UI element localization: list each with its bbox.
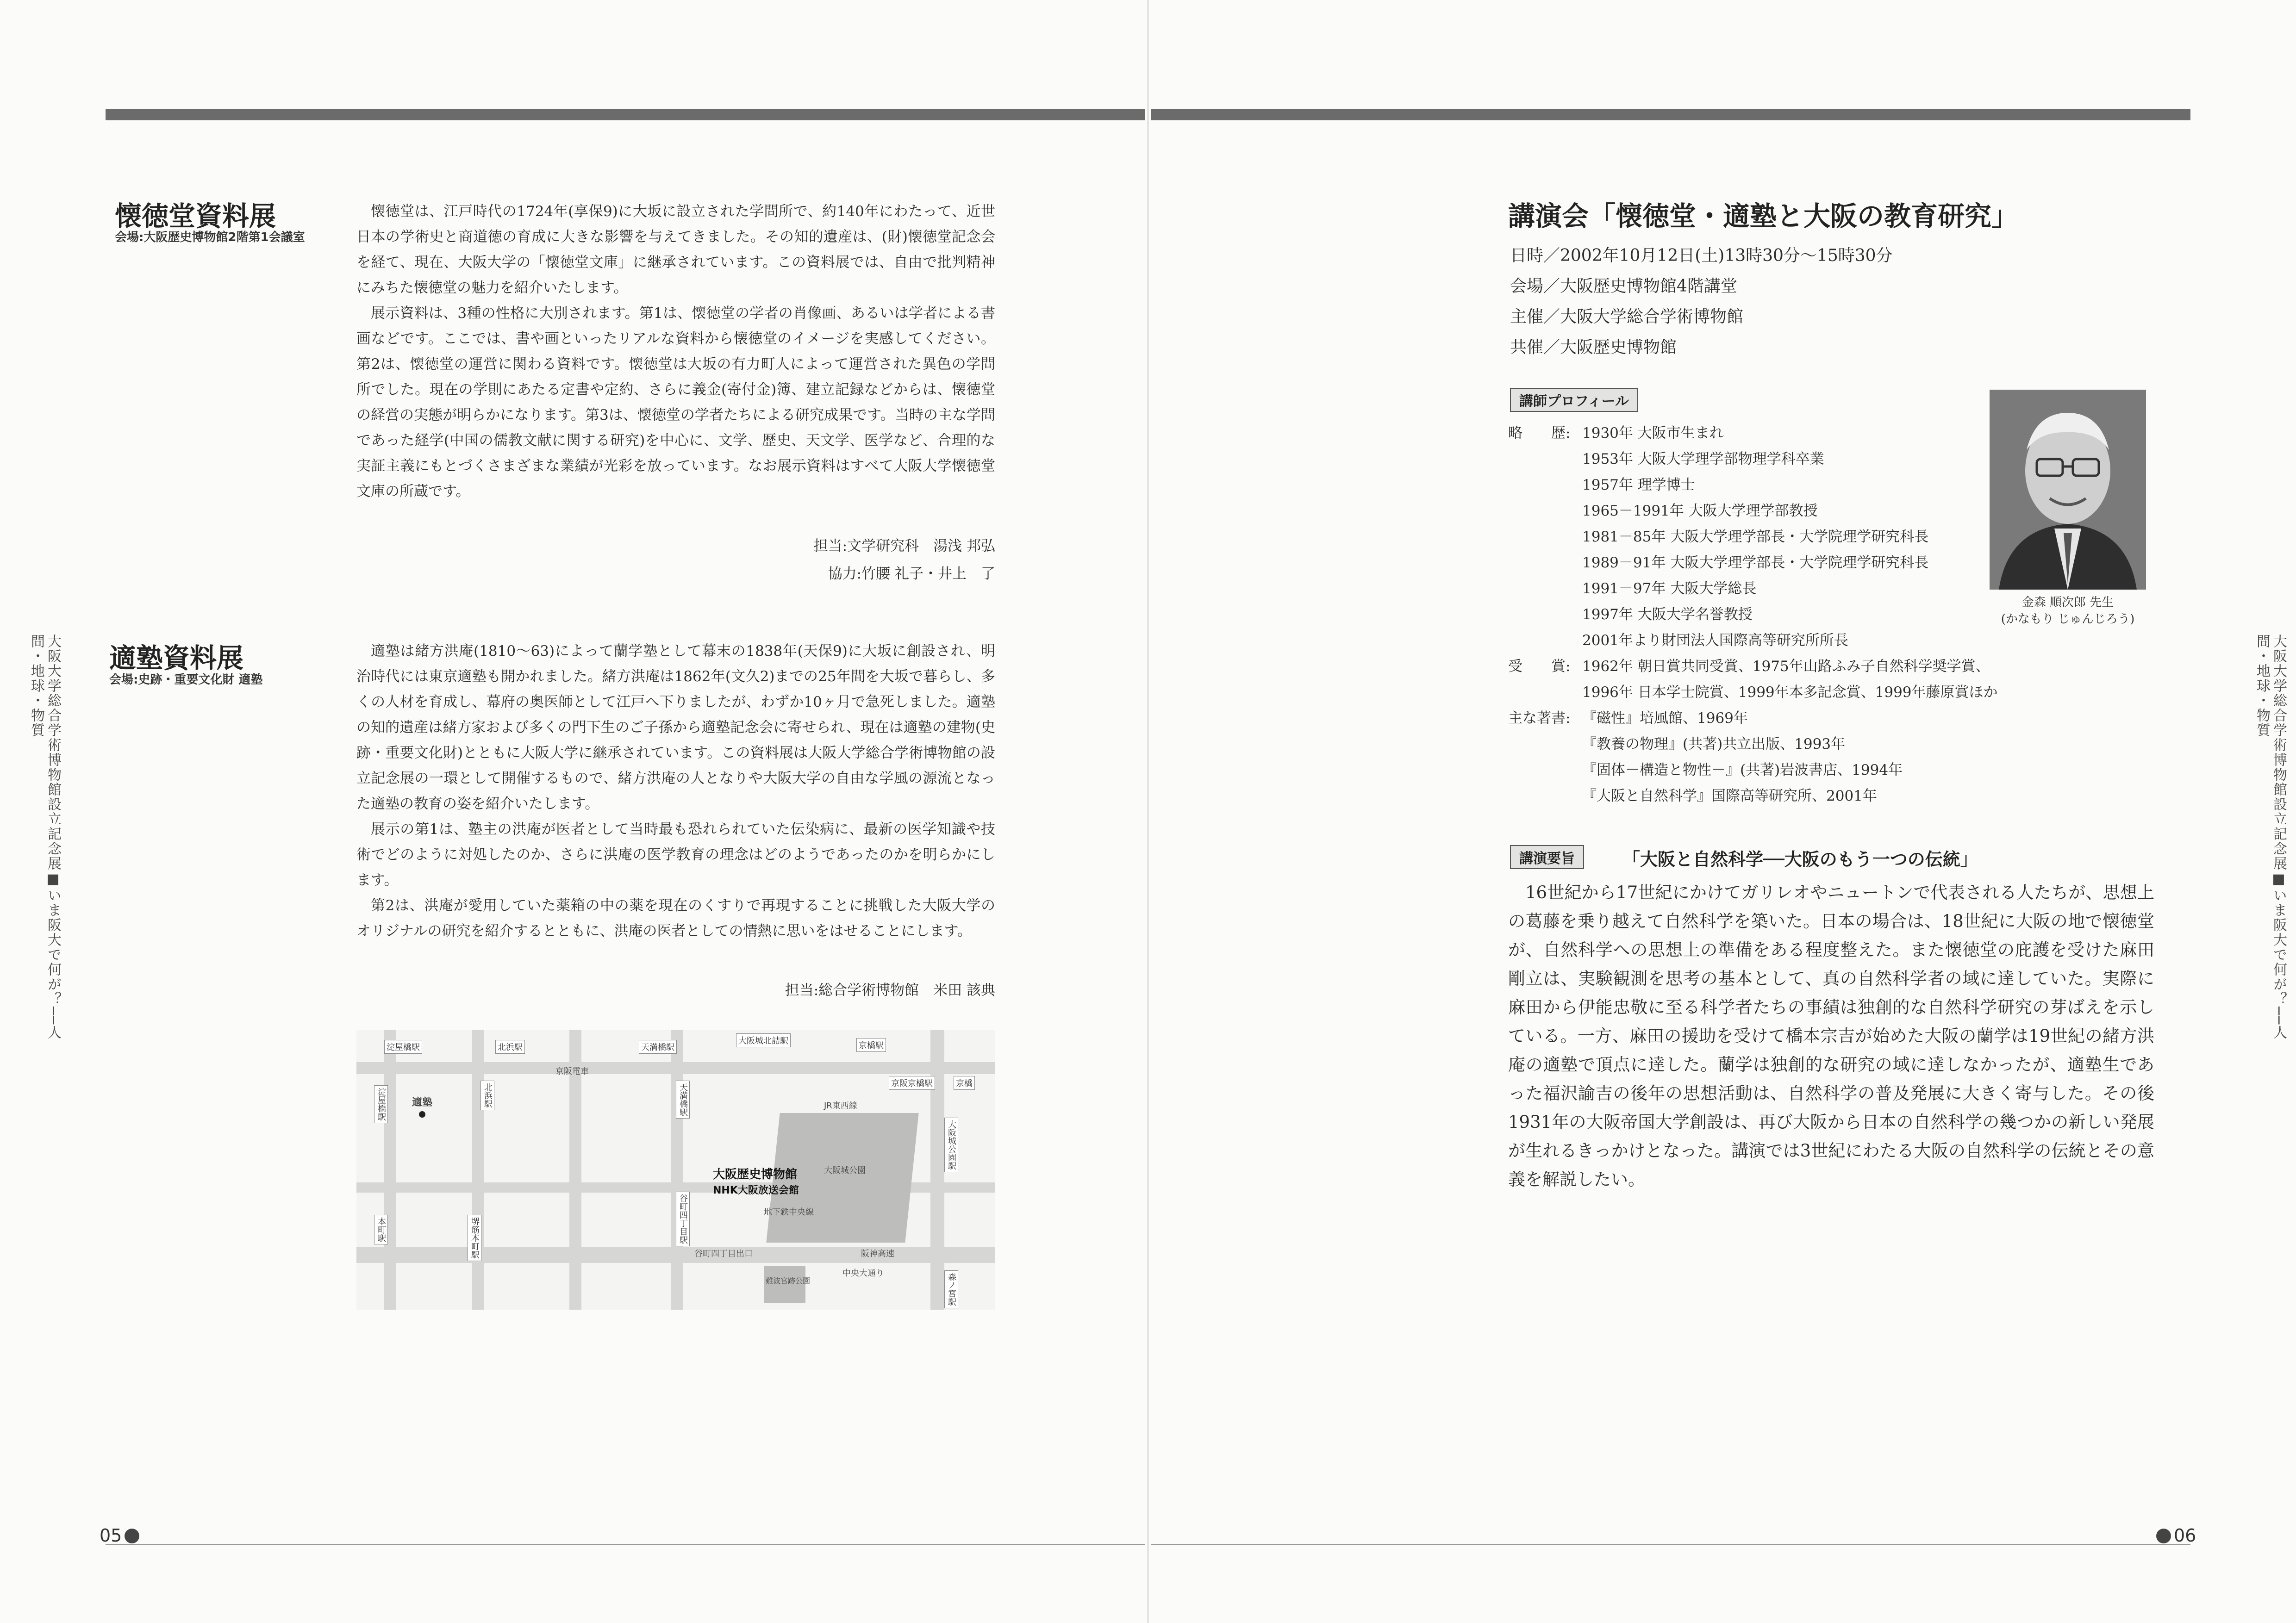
- profile-row: [1508, 705, 1998, 809]
- kaitokudo-credit: 協力:竹腰 礼子・井上 了: [828, 566, 995, 582]
- map-station-label: 森ノ宮駅: [944, 1270, 958, 1308]
- lecture-info-line: 会場／大阪歴史博物館4階講堂: [1510, 277, 1737, 296]
- map-park-label: 難波宮跡公園: [766, 1276, 811, 1285]
- kaitokudo-title: 懐徳堂資料展: [115, 200, 276, 232]
- tekijuku-paragraph: 展示の第1は、塾主の洪庵が医者として当時最も恐れられていた伝染病に、最新の医学知識や技術でどのように対処したのか、さらに洪庵の医学教育の理念はどのようであったのかを明らかにします。: [356, 821, 995, 889]
- lecture-topic: 「大阪と自然科学──大阪のもう一つの伝統」: [1622, 849, 1978, 870]
- bottom-rule-left: [106, 1544, 1145, 1545]
- profile-value: 1981－85年 大阪大学理学部長・大学院理学研究科長: [1582, 529, 1929, 545]
- map-station-label: 堺筋本町駅: [468, 1215, 481, 1261]
- map-tekijuku-marker-icon: [419, 1111, 425, 1118]
- map-station-label: 大阪城北詰駅: [736, 1033, 791, 1047]
- profile-value: 1996年 日本学士院賞、1999年本多記念賞、1999年藤原賞ほか: [1582, 684, 1998, 701]
- profile-value: 『磁性』培風館、1969年: [1582, 710, 1748, 727]
- map-station-label: 天満橋駅: [639, 1040, 677, 1054]
- profile-value: 1953年 大阪大学理学部物理学科卒業: [1582, 451, 1824, 467]
- map-road: [930, 1030, 944, 1310]
- page-number-left: 05: [100, 1525, 142, 1546]
- tekijuku-venue: 会場:史跡・重要文化財 適塾: [109, 673, 263, 687]
- map-road-label: 中央大通り: [842, 1269, 884, 1278]
- summary-tag: 講演要旨: [1510, 845, 1584, 869]
- profile-tag: 講師プロフィール: [1510, 388, 1638, 412]
- map-road: [671, 1030, 683, 1310]
- map-road: [472, 1030, 484, 1310]
- profile-value: 1997年 大阪大学名誉教授: [1582, 606, 1753, 623]
- profile-value: 1962年 朝日賞共同受賞、1975年山路ふみ子自然科学奨学賞、: [1582, 658, 1990, 675]
- access-map: [356, 1030, 995, 1310]
- speaker-name: 金森 順次郎 先生: [2021, 596, 2114, 609]
- speaker-profile: [1508, 420, 1998, 809]
- map-tekijuku-label: 適塾: [412, 1097, 433, 1108]
- profile-value: 1965－1991年 大阪大学理学部教授: [1582, 503, 1818, 519]
- profile-key: 略 歴:: [1508, 425, 1571, 442]
- map-station-label: 北浜駅: [480, 1081, 494, 1110]
- profile-values: [1582, 653, 1998, 705]
- tekijuku-title: 適塾資料展: [109, 642, 244, 674]
- map-road-label: 阪神高速: [861, 1249, 894, 1259]
- map-station-label: 大阪城公園駅: [944, 1118, 958, 1172]
- map-line-label: 地下鉄中央線: [764, 1207, 814, 1217]
- speaker-photo: [1990, 390, 2146, 590]
- profile-value: 『教養の物理』(共著)共立出版、1993年: [1582, 736, 1846, 752]
- side-caption-left: 大阪大学総合学術博物館設立記念展■いま阪大で何が？──人間・地球・物質: [28, 634, 61, 1040]
- profile-value: 『固体－構造と物性－』(共著)岩波書店、1994年: [1582, 762, 1903, 778]
- profile-value: 1989－91年 大阪大学理学部長・大学院理学研究科長: [1582, 554, 1929, 571]
- profile-value: 1957年 理学博士: [1582, 477, 1695, 493]
- profile-value: 1991－97年 大阪大学総長: [1582, 580, 1757, 597]
- kaitokudo-body: [356, 199, 995, 504]
- page-dot-icon: [125, 1529, 139, 1543]
- page-number-right: 06: [2153, 1525, 2196, 1546]
- profile-row: [1508, 420, 1998, 653]
- top-rule-right: [1151, 109, 2190, 120]
- profile-values: [1582, 420, 1928, 653]
- profile-key: 主な著書:: [1508, 710, 1571, 727]
- profile-value: 2001年より財団法人国際高等研究所所長: [1582, 632, 1848, 649]
- side-caption-right: 大阪大学総合学術博物館設立記念展■いま阪大で何が？──人間・地球・物質: [2254, 634, 2287, 1040]
- bottom-rule-right: [1151, 1544, 2190, 1545]
- kaitokudo-credits: [694, 532, 995, 588]
- map-station-label: 京阪京橋駅: [889, 1076, 935, 1090]
- lecture-info-line: 日時／2002年10月12日(土)13時30分〜15時30分: [1510, 246, 1893, 265]
- lecture-info-line: 主催／大阪大学総合学術博物館: [1510, 307, 1744, 326]
- kaitokudo-venue: 会場:大阪歴史博物館2階第1会議室: [115, 230, 305, 244]
- lecture-info-line: 共催／大阪歴史博物館: [1510, 338, 1677, 357]
- kaitokudo-paragraph: 懐徳堂は、江戸時代の1724年(享保9)に大坂に設立された学問所で、約140年にわたって、近世日本の学術史と商道徳の育成に大きな影響を与えてきました。その知的遺産は、(財)懐徳堂記念会を経て、現在、大阪大学の「懐徳堂文庫」に継承されています。この資料展では、自由で批判精神にみちた懐徳堂の魅力を紹介いたします。: [356, 203, 995, 296]
- profile-value: 1930年 大阪市生まれ: [1582, 425, 1724, 442]
- tekijuku-paragraph: 適塾は緒方洪庵(1810〜63)によって蘭学塾として幕末の1838年(天保9)に大坂に創設され、明治時代には東京適塾も開かれました。緒方洪庵は1862年(文久2)までの25年間を大坂で暮らし、多くの人材を育成し、幕府の奥医師として江戸へ下りましたが、わずか10ヶ月で急死しました。適塾の知的遺産は緒方家および多くの門下生のご子孫から適塾記念会に寄せられ、現在は適塾の建物(史跡・重要文化財)とともに大阪大学に継承されています。この資料展は大阪大学総合学術博物館の設立記念展の一環として開催するもので、緒方洪庵の人となりや大阪大学の自由な学風の源流となった適塾の教育の姿を紹介いたします。: [356, 643, 995, 812]
- profile-values: [1582, 705, 1903, 809]
- map-station-label: 京橋駅: [856, 1038, 886, 1052]
- map-station-label: 淀屋橋駅: [384, 1040, 422, 1054]
- map-station-label: 京橋: [954, 1076, 975, 1090]
- lecture-summary: [1508, 878, 2154, 1194]
- map-exit-label: 谷町四丁目出口: [694, 1249, 753, 1259]
- map-station-label: 北浜駅: [495, 1040, 525, 1054]
- map-road: [384, 1030, 396, 1310]
- map-nhk-label: NHK大阪放送会館: [713, 1185, 799, 1196]
- lecture-summary-text: 16世紀から17世紀にかけてガリレオやニュートンで代表される人たちが、思想上の葛藤を乗り越えて自然科学を築いた。日本の場合は、18世紀に大阪の地で懐徳堂が、自然科学への思想上の準備をある程度整えた。また懐徳堂の庇護を受けた麻田剛立は、実験観測を思考の基本として、真の自然科学者の域に達していた。実際に麻田から伊能忠敬に至る科学者たちの事績は独創的な自然科学研究の芽ばえを示している。一方、麻田の援助を受けて橋本宗吉が始めた大阪の蘭学は19世紀の緒方洪庵の適塾で頂点に達した。蘭学は独創的な研究の域に達しなかったが、適塾生であった福沢諭吉の後年の思想活動は、自然科学の普及発展に大きく寄与した。その後1931年の大阪帝国大学創設は、再び大阪から日本の自然科学の幾つかの新しい発展が生れるきっかけとなった。講演では3世紀にわたる大阪の自然科学の伝統とその意義を解説したい。: [1508, 883, 2154, 1189]
- map-park-label: 大阪城公園: [824, 1166, 866, 1175]
- profile-key: 受 賞:: [1508, 658, 1571, 675]
- map-line-label: JR東西線: [824, 1101, 857, 1111]
- map-line-label: 京阪電車: [555, 1067, 589, 1076]
- page-dot-icon: [2156, 1529, 2171, 1543]
- lecture-title: 講演会「懐徳堂・適塾と大阪の教育研究」: [1508, 200, 2019, 232]
- map-station-label: 天満橋駅: [676, 1081, 690, 1119]
- tekijuku-credit: 担当:総合学術博物館 米田 該典: [785, 982, 995, 999]
- tekijuku-paragraph: 第2は、洪庵が愛用していた薬箱の中の薬を現在のくすりで再現することに挑戦した大阪大学のオリジナルの研究を紹介するとともに、洪庵の医者としての情熱に思いをはせることにします。: [356, 897, 995, 939]
- kaitokudo-paragraph: 展示資料は、3種の性格に大別されます。第1は、懐徳堂の学者の肖像画、あるいは学者による書画などです。ここでは、書や画といったリアルな資料から懐徳堂のイメージを実感してください。第2は、懐徳堂の運営に関わる資料です。懐徳堂は大坂の有力町人によって運営された異色の学問所でした。現在の学則にあたる定書や定約、さらに義金(寄付金)簿、建立記録などからは、懐徳堂の経営の実態が明らかになります。第3は、懐徳堂の学者たちによる研究成果です。当時の主な学問であった経学(中国の儒教文献に関する研究)を中心に、文学、歴史、天文学、医学など、合理的な実証主義にもとづくさまざまな業績が光彩を放っています。なお展示資料はすべて大阪大学懐徳堂文庫の所蔵です。: [356, 305, 995, 500]
- map-museum-label: 大阪歴史博物館: [713, 1168, 798, 1181]
- page-spine: [1147, 0, 1149, 1623]
- map-station-label: 谷町四丁目駅: [676, 1192, 690, 1246]
- tekijuku-body: [356, 639, 995, 944]
- kaitokudo-credit: 担当:文学研究科 湯浅 邦弘: [813, 538, 995, 554]
- profile-value: 『大阪と自然科学』国際高等研究所、2001年: [1582, 788, 1877, 804]
- lecture-info: [1510, 241, 1893, 363]
- speaker-reading: (かなもり じゅんじろう): [2001, 612, 2135, 626]
- map-station-label: 淀屋橋駅: [374, 1085, 388, 1123]
- speaker-portrait-icon: [1990, 390, 2146, 590]
- speaker-caption: [1972, 594, 2164, 628]
- profile-row: [1508, 653, 1998, 705]
- top-rule-left: [106, 109, 1145, 120]
- map-station-label: 本町駅: [374, 1215, 388, 1244]
